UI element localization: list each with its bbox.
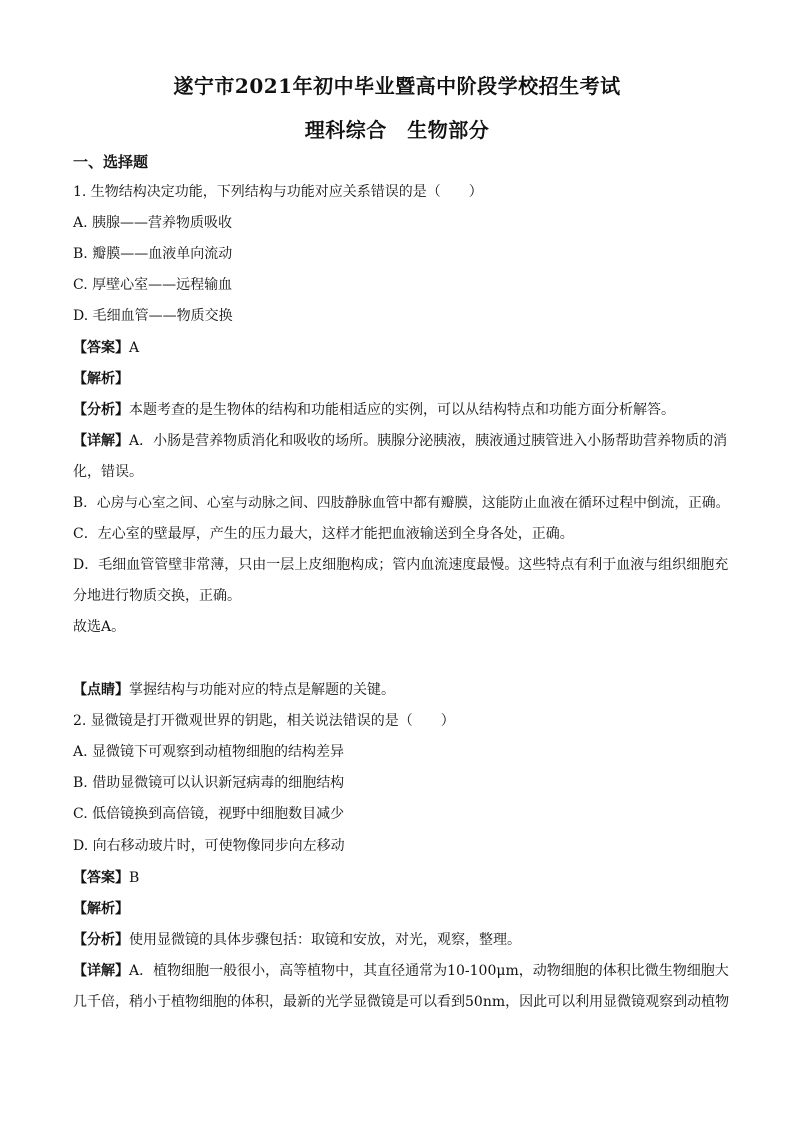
fenxi-text: 本题考查的是生物体的结构和功能相适应的实例，可以从结构特点和功能方面分析解答。 (129, 402, 675, 418)
fenxi-tag: 【分析】 (73, 402, 129, 418)
q1-option-d: D. 毛细血管——物质交换 (73, 308, 233, 324)
q1-option-c: C. 厚壁心室——远程输血 (73, 277, 233, 293)
q1-option-a: A. 胰腺——营养物质吸收 (73, 215, 233, 231)
q1-dianjing (73, 680, 733, 700)
xiangjie-text: A．小肠是营养物质消化和吸收的场所。胰腺分泌胰液，胰液通过胰管进入小肠帮助营养物质的消 (129, 433, 728, 449)
q2-option-a: A. 显微镜下可观察到动植物细胞的结构差异 (73, 744, 345, 760)
q1-xiangjie-line: 分地进行物质交换，正确。 (73, 588, 241, 604)
page-subtitle: 理科综合 生物部分 (304, 118, 490, 142)
section-heading: 一、选择题 (73, 153, 149, 171)
q2-fenxi (73, 930, 733, 950)
answer-value: A (129, 340, 140, 356)
xiangjie-tag: 【详解】 (73, 433, 129, 449)
q2-stem: 2. 显微镜是打开微观世界的钥匙，相关说法错误的是（ ） (73, 713, 455, 729)
analysis-tag: 【解析】 (73, 901, 129, 917)
fenxi-text: 使用显微镜的具体步骤包括：取镜和安放，对光，观察，整理。 (129, 932, 521, 948)
q1-xiangjie-line: 化，错误。 (73, 464, 143, 480)
q1-conclusion: 故选A。 (73, 619, 126, 635)
q2-option-d: D. 向右移动玻片时，可使物像同步向左移动 (73, 838, 345, 854)
q1-xiangjie-line (73, 431, 733, 451)
q2-analysis-tag (73, 899, 733, 919)
answer-tag: 【答案】 (73, 870, 129, 886)
q1-option-b: B. 瓣膜——血液单向流动 (73, 246, 233, 262)
q2-xiangjie-line (73, 961, 733, 981)
q2-answer (73, 868, 733, 888)
q1-stem: 1. 生物结构决定功能，下列结构与功能对应关系错误的是（ ） (73, 184, 483, 200)
q2-option-b: B. 借助显微镜可以认识新冠病毒的细胞结构 (73, 775, 345, 791)
fenxi-tag: 【分析】 (73, 932, 129, 948)
xiangjie-tag: 【详解】 (73, 963, 129, 979)
xiangjie-text: A．植物细胞一般很小，高等植物中，其直径通常为10-100μm，动物细胞的体积比微生物细胞大 (129, 963, 729, 979)
q1-xiangjie-line: D．毛细血管管壁非常薄，只由一层上皮细胞构成；管内血流速度最慢。这些特点有利于血液与组织细胞充 (73, 557, 729, 573)
dianjing-text: 掌握结构与功能对应的特点是解题的关键。 (129, 682, 395, 698)
q1-xiangjie-line: C．左心室的壁最厚，产生的压力最大，这样才能把血液输送到全身各处，正确。 (73, 526, 574, 542)
q2-xiangjie-line: 几千倍，稍小于植物细胞的体积，最新的光学显微镜是可以看到50nm，因此可以利用显微镜观察到动植物 (73, 994, 730, 1010)
q1-xiangjie-line: B．心房与心室之间、心室与动脉之间、四肢静脉血管中都有瓣膜，这能防止血液在循环过程中倒流，正确。 (73, 495, 730, 511)
q1-fenxi (73, 400, 733, 420)
page-title: 遂宁市2021年初中毕业暨高中阶段学校招生考试 (173, 74, 621, 98)
answer-tag: 【答案】 (73, 340, 129, 356)
answer-value: B (129, 870, 140, 886)
q2-option-c: C. 低倍镜换到高倍镜，视野中细胞数目减少 (73, 806, 345, 822)
dianjing-tag: 【点睛】 (73, 682, 129, 698)
q1-analysis-tag (73, 369, 733, 389)
q1-answer (73, 338, 733, 358)
analysis-tag: 【解析】 (73, 371, 129, 387)
